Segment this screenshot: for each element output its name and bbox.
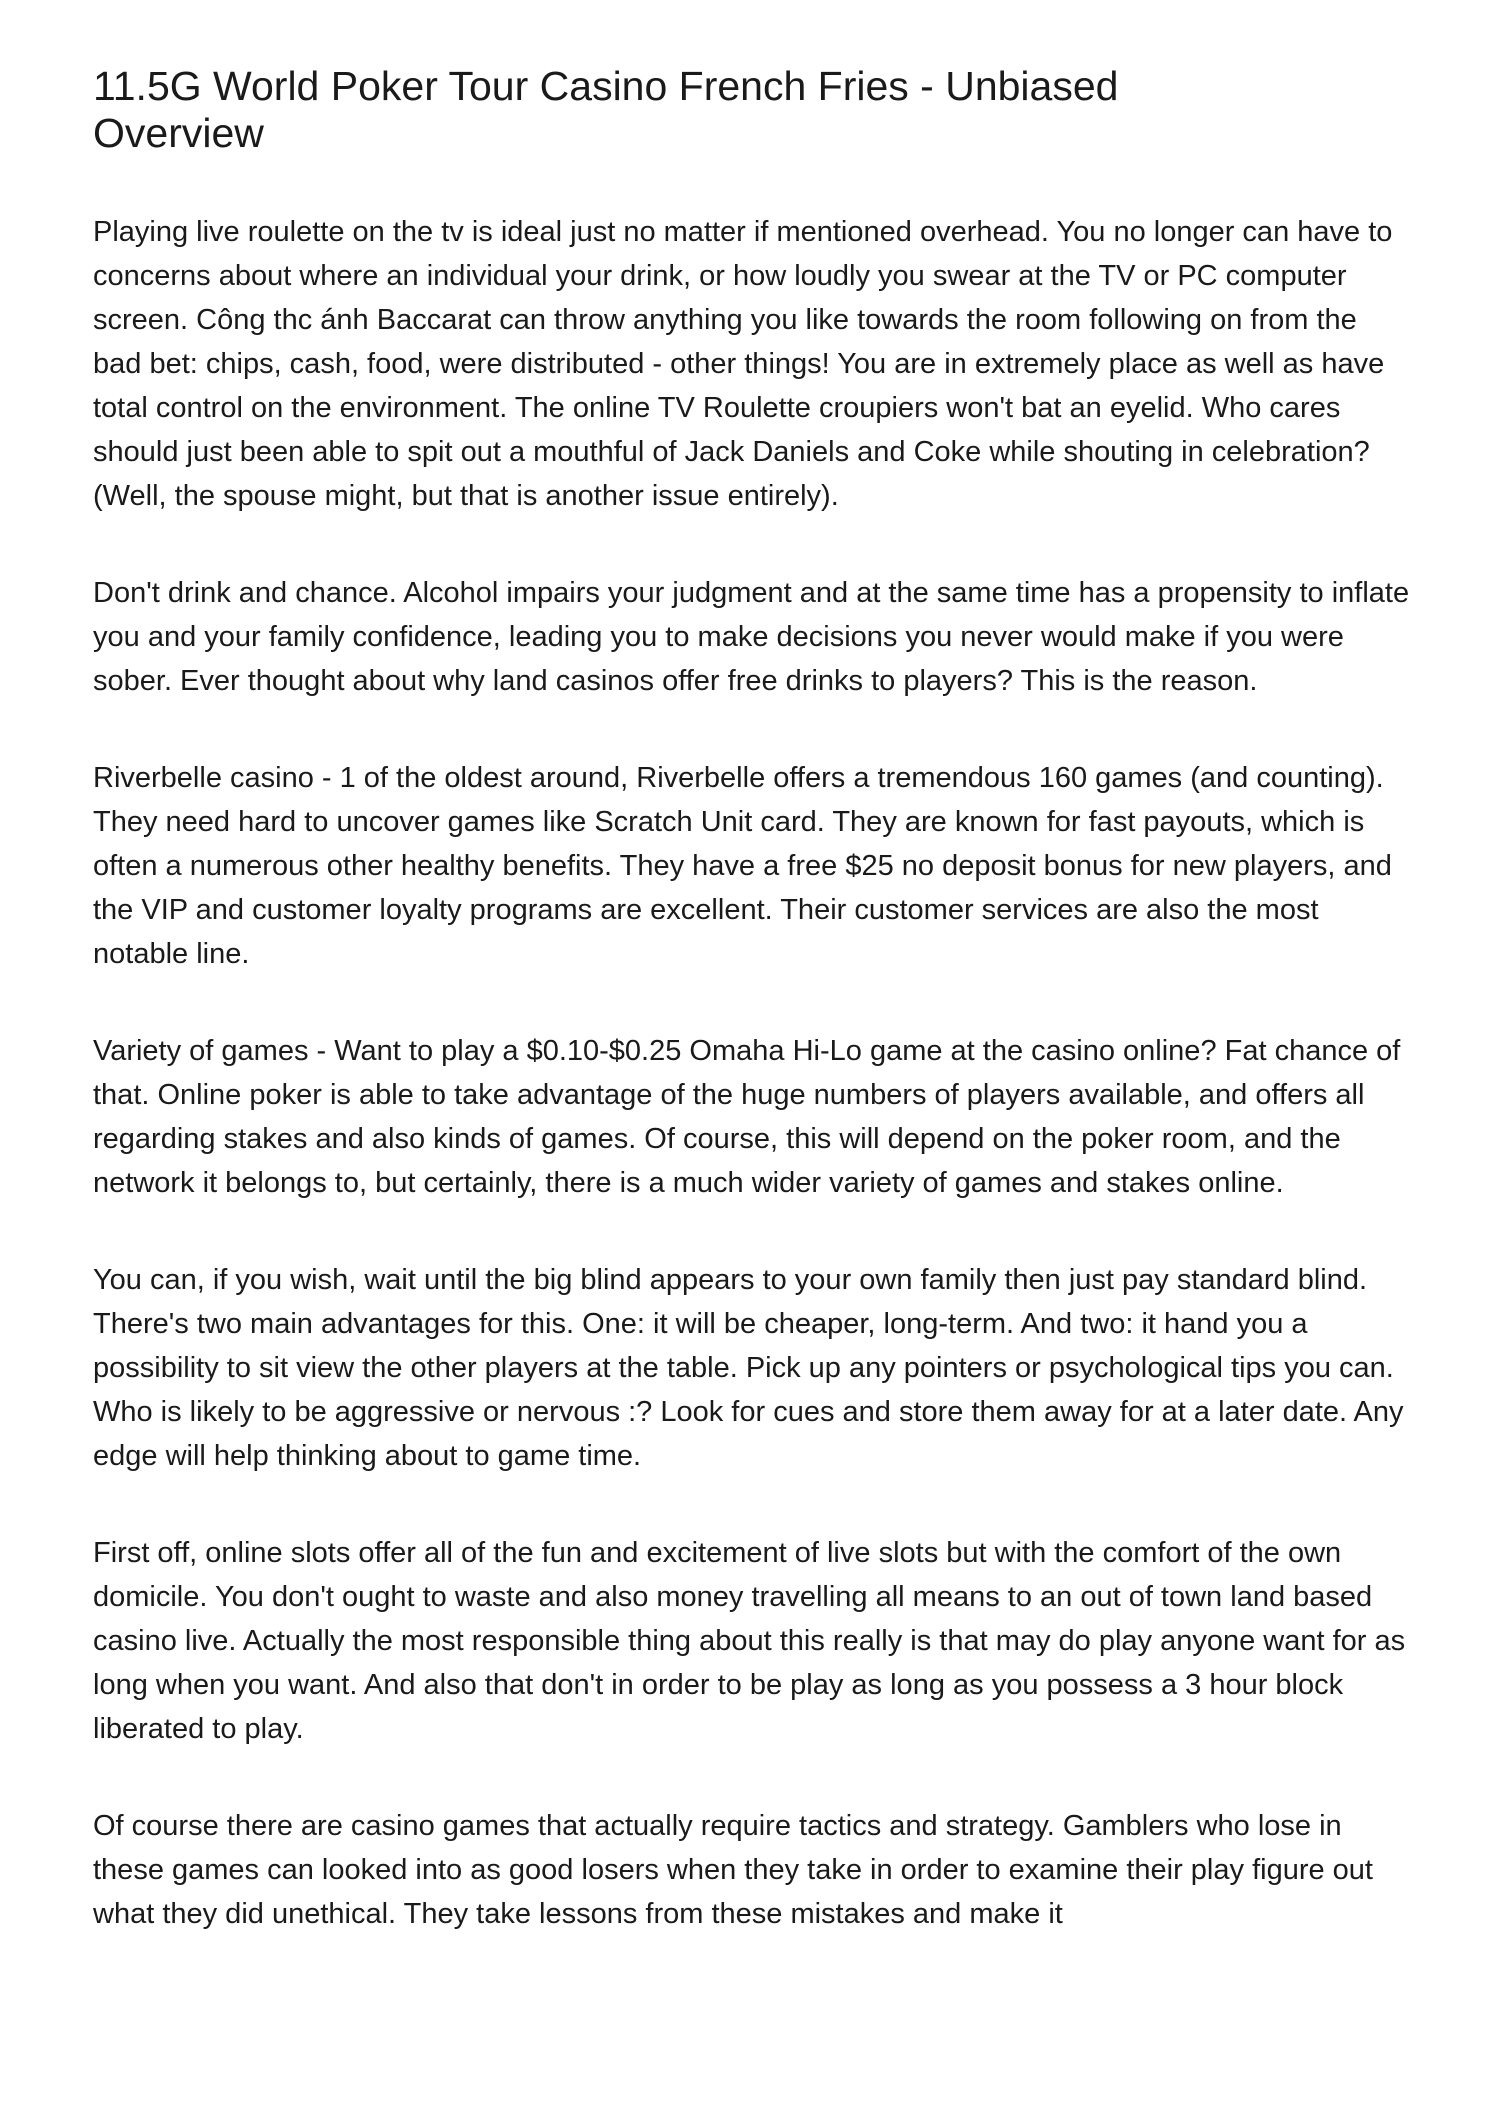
paragraph-riverbelle-casino: Riverbelle casino - 1 of the oldest around, Riverbelle offers a tremendous 160 games (and counting). They need hard to uncover games like Scratch Unit card. They are known for fast payouts, which is often a numerous other healthy benefits. They have a free $25 no deposit bonus for new players, and the VIP and customer loyalty programs are excellent. Their customer services are also the most notable line. [93,762,1392,970]
paragraph-online-slots: First off, online slots offer all of the fun and excitement of live slots but with the comfort of the own domicile. You don't ought to waste and also money travelling all means to an out of town land based casino live. Actually the most responsible thing about this really is that may do play anyone want for as long when you want. And also that don't in order to be play as long as you possess a 3 hour block liberated to play. [93,1537,1406,1745]
paragraph-big-blind: You can, if you wish, wait until the big blind appears to your own family then just pay standard blind. There's two main advantages for this. One: it will be cheaper, long-term. And two: it hand you a possibility to sit view the other players at the table. Pick up any pointers or psychological tips you can. Who is likely to be aggressive or nervous :? Look for cues and store them away for at a later date. Any edge will help thinking about to game time. [93,1264,1404,1472]
paragraph-playing-live-roulette: Playing live roulette on the tv is ideal just no matter if mentioned overhead. You no longer can have to concerns about where an individual your drink, or how loudly you swear at the TV or PC computer screen. Công thc ánh Baccarat can throw anything you like towards the room following on from the bad bet: chips, cash, food, were distributed - other things! You are in extremely place as well as have total control on the environment. The online TV Roulette croupiers won't bat an eyelid. Who cares should just been able to spit out a mouthful of Jack Daniels and Coke while shouting in celebration? (Well, the spouse might, but that is another issue entirely). [93,216,1393,512]
paragraph-dont-drink-and-chance: Don't drink and chance. Alcohol impairs your judgment and at the same time has a propensity to inflate you and your family confidence, leading you to make decisions you never would make if you were sober. Ever thought about why land casinos offer free drinks to players? This is the reason. [93,577,1410,697]
page-title: 11.5G World Poker Tour Casino French Fries - Unbiased Overview [93,63,1119,156]
paragraph-variety-of-games: Variety of games - Want to play a $0.10-$0.25 Omaha Hi-Lo game at the casino online? Fat chance of that. Online poker is able to take advantage of the huge numbers of players available, and offers all regarding stakes and also kinds of games. Of course, this will depend on the poker room, and the network it belongs to, but certainly, there is a much wider variety of games and stakes online. [93,1035,1401,1199]
paragraph-tactics-and-strategy: Of course there are casino games that actually require tactics and strategy. Gamblers who lose in these games can looked into as good losers when they take in order to examine their play figure out what they did unethical. They take lessons from these mistakes and make it [93,1810,1373,1930]
